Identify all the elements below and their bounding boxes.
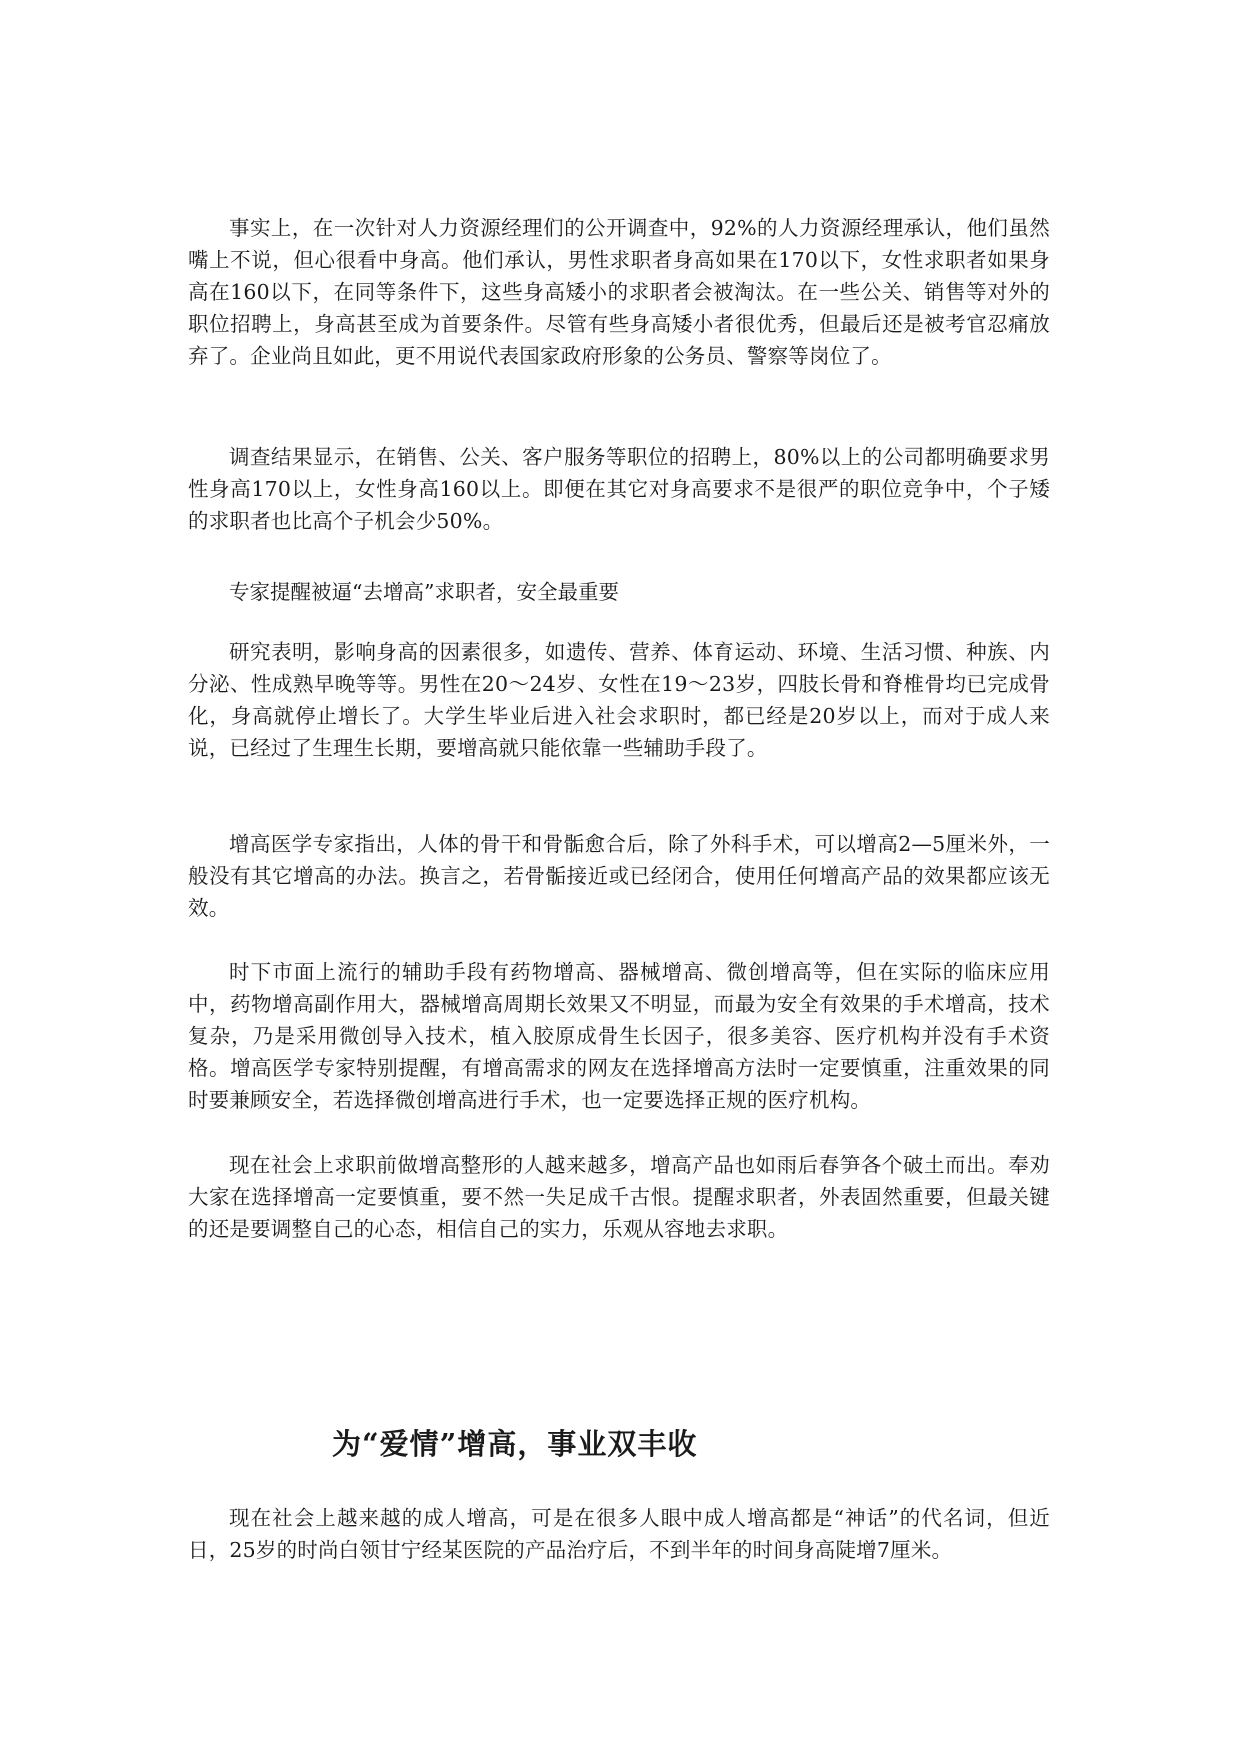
paragraph-expert-view: 增高医学专家指出，人体的骨干和骨骺愈合后，除了外科手术，可以增高2—5厘米外，一般没有其它增高的办法。换言之，若骨骺接近或已经闭合，使用任何增高产品的效果都应该无效。	[188, 832, 1050, 920]
paragraph-assist-methods: 时下市面上流行的辅助手段有药物增高、器械增高、微创增高等，但在实际的临床应用中，药物增高副作用大，器械增高周期长效果又不明显，而最为安全有效果的手术增高，技术复杂，乃是采用微创导入技术，植入胶原成骨生长因子，很多美容、医疗机构并没有手术资格。增高医学专家特别提醒，有增高需求的网友在选择增高方法时一定要慎重，注重效果的同时要兼顾安全，若选择微创增高进行手术，也一定要选择正规的医疗机构。	[188, 960, 1050, 1112]
subheading-expert-reminder: 专家提醒被逼“去增高”求职者，安全最重要	[229, 580, 619, 604]
paragraph-case-intro: 现在社会上越来越的成人增高，可是在很多人眼中成人增高都是“神话”的代名词，但近日，25岁的时尚白领甘宁经某医院的产品治疗后，不到半年的时间身高陡增7厘米。	[188, 1506, 1050, 1562]
section-title: 为“爱情”增高，事业双丰收	[332, 1427, 698, 1461]
paragraph-survey-results: 调查结果显示，在销售、公关、客户服务等职位的招聘上，80%以上的公司都明确要求男性身高170以上，女性身高160以上。即便在其它对身高要求不是很严的职位竞争中，个子矮的求职者也比高个子机会少50%。	[188, 445, 1050, 533]
paragraph-hr-survey: 事实上，在一次针对人力资源经理们的公开调查中，92%的人力资源经理承认，他们虽然嘴上不说，但心很看中身高。他们承认，男性求职者身高如果在170以下，女性求职者如果身高在160以下，在同等条件下，这些身高矮小的求职者会被淘汰。在一些公关、销售等对外的职位招聘上，身高甚至成为首要条件。尽管有些身高矮小者很优秀，但最后还是被考官忍痛放弃了。企业尚且如此，更不用说代表国家政府形象的公务员、警察等岗位了。	[188, 216, 1050, 368]
paragraph-height-factors: 研究表明，影响身高的因素很多，如遗传、营养、体育运动、环境、生活习惯、种族、内分泌、性成熟早晚等等。男性在20～24岁、女性在19～23岁，四肢长骨和脊椎骨均已完成骨化，身高就停止增长了。大学生毕业后进入社会求职时，都已经是20岁以上，而对于成人来说，已经过了生理生长期，要增高就只能依靠一些辅助手段了。	[188, 640, 1050, 760]
paragraph-advice: 现在社会上求职前做增高整形的人越来越多，增高产品也如雨后春笋各个破土而出。奉劝大家在选择增高一定要慎重，要不然一失足成千古恨。提醒求职者，外表固然重要，但最关键的还是要调整自己的心态，相信自己的实力，乐观从容地去求职。	[188, 1153, 1050, 1241]
